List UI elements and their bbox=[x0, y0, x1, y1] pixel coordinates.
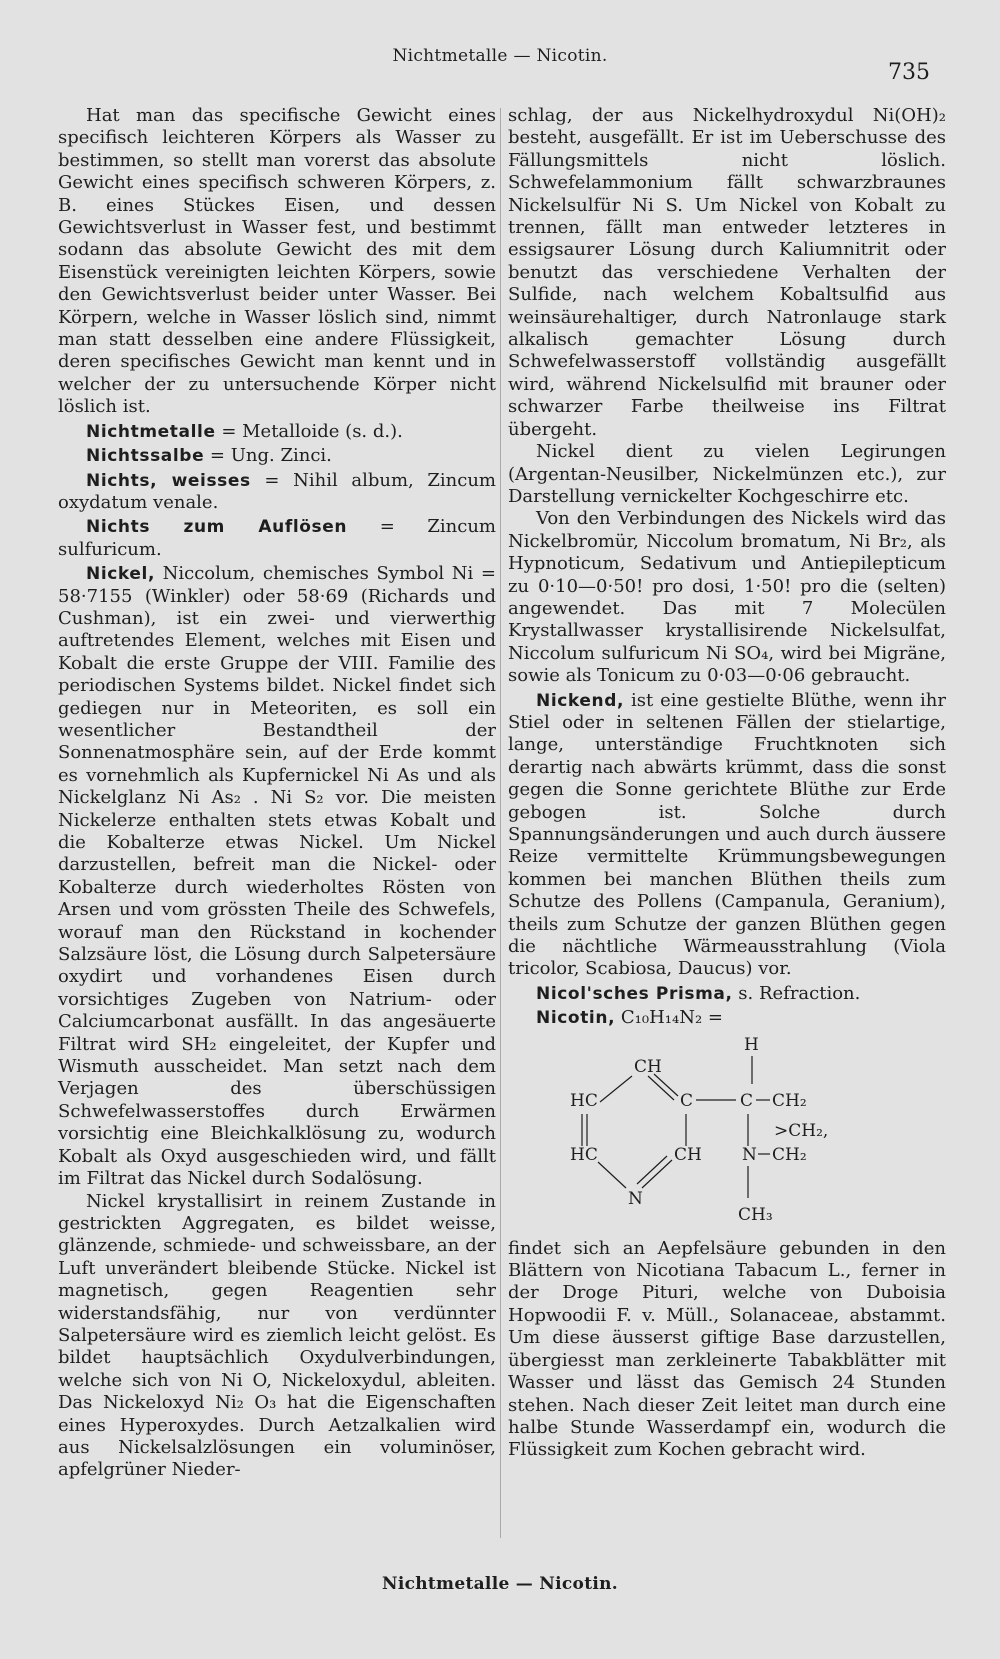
paragraph-nickel-compounds: Von den Verbindungen des Nickels wird das Nickelbromür, Niccolum bromatum, Ni Br₂, als Hypnoticum, Sedativum und Antiepilepticum zu 0·10—0·50! pro dosi, 1·50! pro die (selten) angewendet. Das mit 7 Molecülen Krystallwasser krystallisirende Nickelsulfat, Niccolum sulfuricum Ni SO₄, wird bei Migräne, sowie als Tonicum zu 0·03—0·06 gebraucht. bbox=[508, 508, 946, 687]
formula-hc-upper: HC bbox=[570, 1090, 598, 1111]
formula-ch3: CH₃ bbox=[738, 1204, 773, 1225]
entry-text: s. Refraction. bbox=[732, 982, 861, 1004]
paragraph-specific-gravity: Hat man das specifische Gewicht eines specifisch leichteren Körpers als Wasser zu bestimmen, so stellt man vorerst das absolute Gewicht eines specifisch schweren Körpers, z. B. eines Stückes Eisen, und dessen Gewichtsverlust in Wasser fest, und bestimmt sodann das absolute Gewicht des mit dem Eisenstück vereinigten leichten Körpers, sowie den Gewichtsverlust beider unter Wasser. Bei Körpern, welche in Wasser löslich sind, nimmt man statt desselben eine andere Flüssigkeit, deren specifisches Gewicht man kennt und in welcher der zu untersuchende Körper nicht löslich ist. bbox=[58, 105, 496, 418]
entry-nichtmetalle bbox=[58, 421, 496, 443]
structural-formula-svg bbox=[508, 1034, 946, 1232]
paragraph-nickel-properties: Nickel krystallisirt in reinem Zustande in gestrickten Aggregaten, es bildet weisse, glänzende, schmiede- und schweissbare, an der Luft unverändert bleibende Stücke. Nickel ist magnetisch, gegen Reagentien sehr widerstandsfähig, nur von verdünnter Salpetersäure wird es ziemlich leicht gelöst. Es bildet hauptsächlich Oxydulverbindungen, welche sich von Ni O, Nickeloxydul, ableiten. Das Nickeloxyd Ni₂ O₃ hat die Eigenschaften eines Hyperoxydes. Durch Aetzalkalien wird aus Nickelsalzlösungen ein voluminöser, apfelgrüner Nieder- bbox=[58, 1190, 496, 1481]
entry-nicolsches-prisma bbox=[508, 983, 946, 1005]
entry-text: Niccolum, chemisches Symbol Ni = 58·7155 (Winkler) oder 58·69 (Richards und Cushman), ist ein zwei- und vierwerthig auftretendes Element, welches mit Eisen und Kobalt die erste Gruppe der VIII. Familie des periodischen Systems bildet. Nickel findet sich gediegen nur in Meteoriten, es soll ein wesentlicher Bestandtheil der Sonnenatmosphäre sein, auf der Erde kommt es vornehmlich als Kupfernickel Ni As und als Nickelglanz Ni As₂ . Ni S₂ vor. Die meisten Nickelerze enthalten stets etwas Kobalt und die Kobalterze etwas Nickel. Um Nickel darzustellen, befreit man die Nickel- oder Kobalterze durch wiederholtes Rösten von Arsen und vom grössten Theile des Schwefels, worauf man den Rückstand in kochender Salzsäure löst, die Lösung durch Salpetersäure oxydirt und vorhandenes Eisen durch vorsichtiges Zugeben von Natrium- oder Calciumcarbonat ausfällt. In das angesäuerte Filtrat wird SH₂ eingeleitet, der Kupfer und Wismuth ausscheidet. Man setzt nach dem Verjagen des überschüssigen Schwefelwasserstoffes durch Erwärmen vorsichtig eine Bleichkalklösung zu, wodurch Kobalt als Oxyd ausgeschieden wird, und fällt im Filtrat das Nickel durch Sodalösung. bbox=[58, 563, 496, 1190]
formula-ch2-lower: CH₂ bbox=[772, 1144, 807, 1165]
formula-ch2-upper: CH₂ bbox=[772, 1090, 807, 1111]
headword: Nichts, weisses bbox=[86, 470, 251, 491]
entry-text: ist eine gestielte Blüthe, wenn ihr Stiel oder in seltenen Fällen der stielartige, lange, unterständige Fruchtknoten sich derartig nach abwärts krümmt, dass die sonst gegen die Sonne gerichtete Blüthe zur Erde gebogen ist. Solche durch Spannungsänderungen und auch durch äussere Reize vermittelte Krümmungsbewegungen kommen bei manchen Blüthen theils zum Schutze des Pollens (Campanula, Geranium), theils zum Schutze der ganzen Blüthen gegen die nächtliche Wärmeausstrahlung (Viola tricolor, Scabiosa, Daucus) vor. bbox=[508, 689, 946, 980]
formula-ch-top: CH bbox=[634, 1056, 662, 1077]
entry-text: = Zincum sulfuricum. bbox=[58, 516, 496, 560]
entry-text: C₁₀H₁₄N₂ = bbox=[615, 1007, 723, 1029]
nicotine-structural-formula bbox=[508, 1034, 946, 1232]
running-header: Nichtmetalle — Nicotin. bbox=[392, 46, 608, 66]
right-column bbox=[508, 105, 946, 1462]
entry-nickend bbox=[508, 690, 946, 981]
running-footer: Nichtmetalle — Nicotin. bbox=[382, 1574, 618, 1594]
paragraph-nicotine: findet sich an Aepfelsäure gebunden in den Blättern von Nicotiana Tabacum L., ferner in der Droge Pituri, welche von Duboisia Hopwoodii F. v. Müll., Solanaceae, abstammt. Um diese äusserst giftige Base darzustellen, übergiesst man zerkleinerte Tabakblätter mit Wasser und lässt das Gemisch 24 Stunden stehen. Nach dieser Zeit leitet man durch eine halbe Stunde Wasserdampf ein, wodurch die Flüssigkeit zum Kochen gebracht wird. bbox=[508, 1237, 946, 1461]
left-column bbox=[58, 105, 496, 1482]
bond-n-ch-1 bbox=[642, 1160, 672, 1188]
entry-text: = Ung. Zinci. bbox=[204, 445, 332, 467]
formula-c: C bbox=[680, 1090, 694, 1111]
headword: Nicotin, bbox=[536, 1008, 616, 1029]
entry-nichts-weisses bbox=[58, 470, 496, 515]
formula-ch-lower: CH bbox=[674, 1144, 702, 1165]
headword: Nichtmetalle bbox=[86, 421, 216, 442]
entry-text: = Metalloide (s. d.). bbox=[215, 420, 403, 442]
formula-hc-lower: HC bbox=[570, 1144, 598, 1165]
paragraph-nickel-continued: schlag, der aus Nickelhydroxydul Ni(OH)₂ besteht, ausgefällt. Er ist im Ueberschusse des Fällungsmittels nicht löslich. Schwefelammonium fällt schwarzbraunes Nickelsulfür Ni S. Um Nickel von Kobalt zu trennen, fällt man entweder letzteres in essigsaurer Lösung durch Kaliumnitrit oder benutzt das verschiedene Verhalten der Sulfide, nach welchem Kobaltsulfid aus weinsäurehaltiger, durch Natronlauge stark alkalisch gemachter Lösung durch Schwefelwasserstoff vollständig ausgefällt wird, während Nickelsulfid mit brauner oder schwarzer Farbe theilweise ins Filtrat übergeht. bbox=[508, 105, 946, 440]
formula-h-top: H bbox=[744, 1034, 759, 1055]
formula-c-dash: C bbox=[740, 1090, 754, 1111]
entry-nichtssalbe bbox=[58, 445, 496, 467]
bond-n-ch-2 bbox=[637, 1156, 667, 1184]
entry-nickel bbox=[58, 563, 496, 1190]
headword: Nicol'sches Prisma, bbox=[536, 983, 733, 1004]
headword: Nichts zum Auflösen bbox=[86, 517, 348, 538]
entry-text: = Nihil album, Zincum oxydatum venale. bbox=[58, 469, 496, 513]
page-number: 735 bbox=[888, 60, 930, 85]
headword: Nickend, bbox=[536, 690, 625, 711]
column-divider bbox=[500, 108, 501, 1538]
formula-n-dash: N bbox=[742, 1144, 757, 1165]
formula-n-ring: N bbox=[628, 1188, 643, 1209]
bond-hc-n bbox=[598, 1162, 626, 1188]
headword: Nichtssalbe bbox=[86, 446, 205, 467]
entry-nichts-zum-aufloesen bbox=[58, 516, 496, 561]
bond-hc-ch bbox=[600, 1076, 632, 1102]
entry-nicotin bbox=[508, 1007, 946, 1029]
formula-ch2-mid: >CH₂, bbox=[774, 1120, 829, 1141]
paragraph-nickel-uses: Nickel dient zu vielen Legirungen (Argentan-Neusilber, Nickelmünzen etc.), zur Darstellung vernickelter Kochgeschirre etc. bbox=[508, 441, 946, 507]
headword: Nickel, bbox=[86, 564, 155, 585]
